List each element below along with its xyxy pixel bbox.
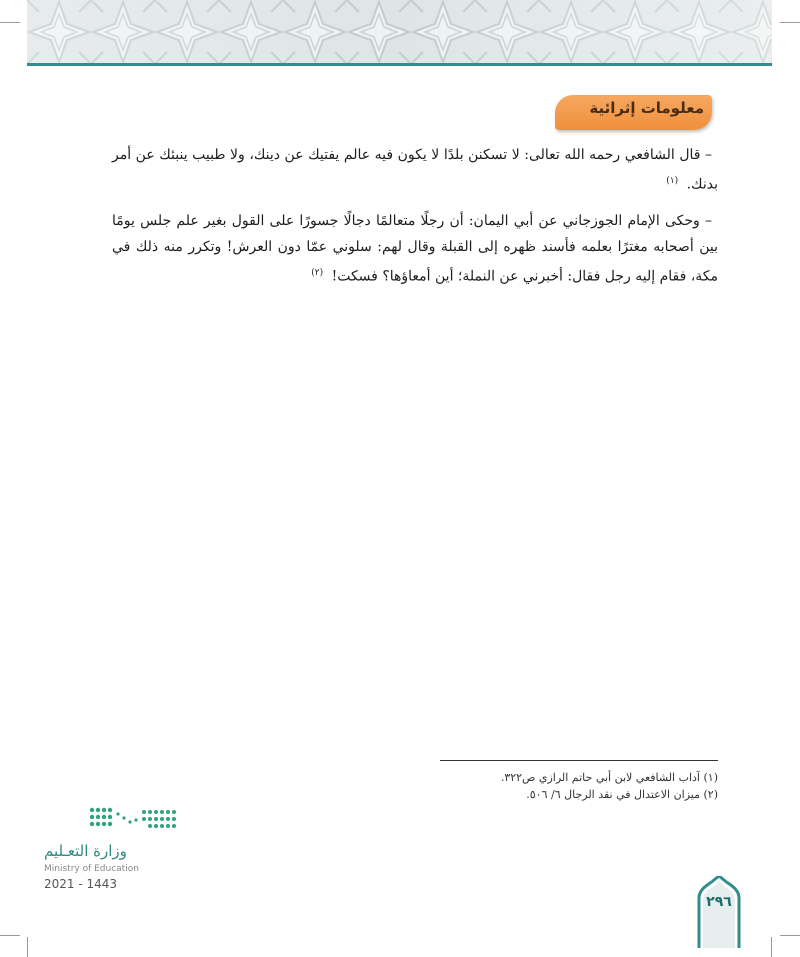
paragraph-shafii <box>112 142 718 198</box>
main-content <box>112 142 718 299</box>
crop-mark-bottom-left-v <box>27 937 28 957</box>
paragraph-text: – قال الشافعي رحمه الله تعالى: لا تسكنن بلدًا لا يكون فيه عالم يفتيك عن دينك، ولا طبيب ينبئك عن أمر بدنك. <box>112 147 718 193</box>
footnote-ref-2: (٢) <box>311 267 324 278</box>
footnote-1: (١) آداب الشافعي لابن أبي حاتم الرازي ص٣٢٢. <box>500 771 718 784</box>
ministry-logo <box>44 806 184 896</box>
logo-year: 2021 - 1443 <box>44 877 118 891</box>
section-title: معلومات إثرائية <box>589 99 704 117</box>
logo-arabic-name: وزارة التعـليم <box>44 842 127 860</box>
footnotes <box>400 769 718 803</box>
crop-mark-top-right <box>780 22 800 23</box>
logo-english-name: Ministry of Education <box>44 864 139 874</box>
crop-mark-bottom-right-h <box>780 935 800 936</box>
crop-mark-bottom-right-v <box>771 937 772 957</box>
geometric-pattern <box>27 0 772 64</box>
page-number: ٢٩٦ <box>706 894 732 910</box>
footnote-2: (٢) ميزان الاعتدال في نقد الرجال ٦/ ٥٠٦. <box>526 788 718 801</box>
footnote-separator <box>440 760 718 761</box>
page-number-badge <box>696 876 742 948</box>
header-rule <box>27 63 772 66</box>
arch-badge-icon <box>696 876 742 948</box>
footnote-ref-1: (١) <box>666 176 679 186</box>
header-pattern-band <box>27 0 772 64</box>
paragraph-text: – وحكى الإمام الجوزجاني عن أبي اليمان: أن رجلًا متعالمًا دجالًا جسورًا على القول بغير علم جلس يومًا بين أصحابه مغترًا بعلمه فأسند ظهره إلى القبلة وقال لهم: سلوني عمّا دون العرش! وتكرر منه ذلك في مكة، فقام إليه رجل فقال: أخبرني عن النملة؛ أين أمعاؤها؟ فسكت! <box>112 212 718 285</box>
section-tab <box>555 95 712 130</box>
crop-mark-bottom-left-h <box>0 935 20 936</box>
paragraph-jouzjani <box>112 208 718 290</box>
crop-mark-top-left <box>0 22 20 23</box>
logo-dots-icon <box>88 806 180 834</box>
